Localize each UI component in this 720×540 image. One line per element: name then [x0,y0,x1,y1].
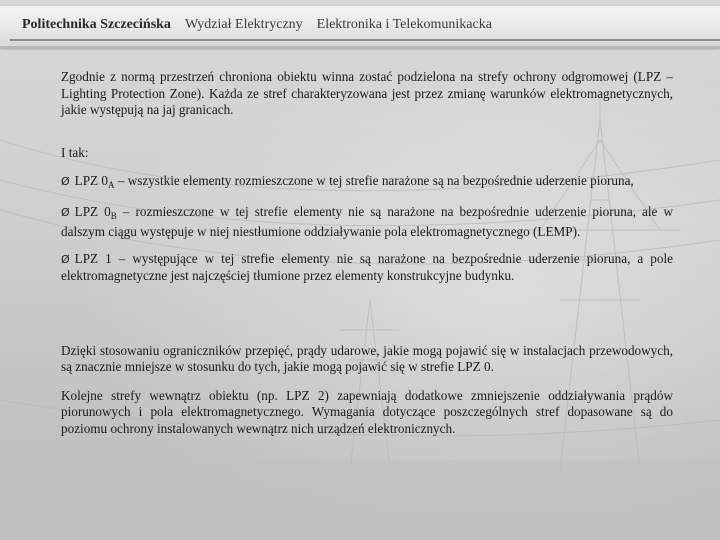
bullet-lpz-0a [61,173,673,194]
department-name: Elektronika i Telekomunikacka [316,17,492,32]
bullet-lpz-0b [61,204,673,241]
itak-label: I tak: [61,144,89,160]
bullet-zone: LPZ 1 [74,250,112,266]
bullet-text: – rozmieszczone w tej strefie elementy nie są narażone na bezpośrednie uderzenie pioruna, ale w dalszym ciągu występuje w niej niestłumione oddziaływanie pola elektromagnetycznego (LEMP). [61,203,673,239]
bullet-zone-sub: A [108,180,115,190]
header-bar [0,6,720,48]
bullet-text: – wszystkie elementy rozmieszczone w tej strefie narażone są na bezpośrednie uderzenie pioruna, [114,173,634,188]
university-name: Politechnika Szczecińska [22,17,171,32]
slide-content [61,69,673,437]
bullet-lpz-1 [61,251,673,285]
arrow-bullet-icon: Ø [61,175,70,188]
header-divider [10,39,720,41]
spacer [61,295,673,343]
bullet-zone-sub: B [110,210,117,221]
further-zones-paragraph: Kolejne strefy wewnątrz obiektu (np. LPZ 2) zapewniają dodatkowe zmniejszenie oddziaływania prądów piorunowych i pola elektromagnetycznego. Wymagania dotyczące poszczególnych stref dopasowane są do poziomu ochrony instalowanych wewnątrz nich urządzeń elektronicznych. [61,387,673,436]
bullet-zone: LPZ 0 [74,173,109,188]
arrow-bullet-icon: Ø [61,205,70,219]
surge-arrester-paragraph: Dzięki stosowaniu ograniczników przepięć, prądy udarowe, jakie mogą pojawić się w instalacjach przewodowych, są znacznie mniejsze w stosunku do tych, jakie mogą pojawić się w strefie LPZ 0. [61,342,673,374]
intro-paragraph: Zgodnie z normą przestrzeń chroniona obiektu winna zostać podzielona na strefy ochrony odgromowej (LPZ – Lighting Protection Zone). Każda ze stref charakteryzowana jest przez zmianę warunków elektromagnetycznych, jakie występują na jaj granicach. [61,69,673,117]
bullet-zone: LPZ 0 [74,203,111,219]
faculty-name: Wydział Elektryczny [184,17,303,32]
bullet-text: – występujące w tej strefie elementy nie są narażone na bezpośrednie uderzenie pioruna, a pole elektromagnetyczne jest najczęściej tłumione przez elementy konstrukcyjne budynku. [61,250,673,283]
arrow-bullet-icon: Ø [61,252,70,266]
